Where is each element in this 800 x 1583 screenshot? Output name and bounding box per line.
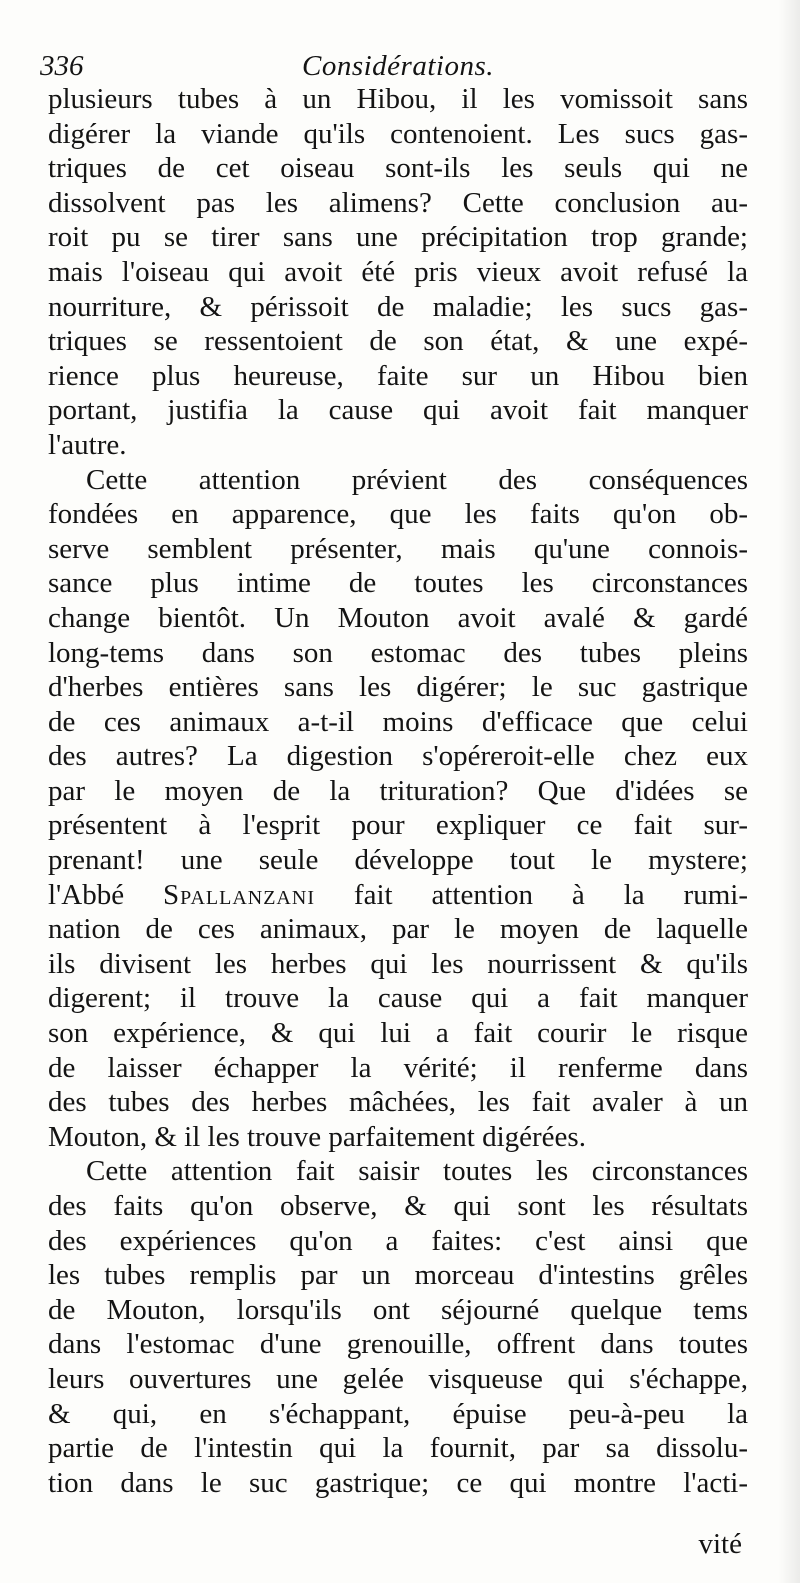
author-name: Spallanzani (163, 878, 315, 911)
text-line: Cette attention fait saisir toutes les circonstances (86, 1155, 748, 1188)
text-line: ils divisent les herbes qui les nourrissent & qu'ils (48, 947, 748, 980)
text-line: dans l'estomac d'une grenouille, offrent dans toutes (48, 1328, 748, 1361)
text-line: roit pu se tirer sans une précipitation trop grande; (48, 221, 748, 254)
text-line: de ces animaux a-t-il moins d'efficace que celui (48, 705, 748, 738)
text-line: par le moyen de la trituration? Que d'idées se (48, 774, 748, 807)
text-line: de Mouton, lorsqu'ils ont séjourné quelque tems (48, 1293, 748, 1326)
text-line: serve semblent présenter, mais qu'une connois- (48, 532, 748, 565)
catchword: vité (698, 1528, 742, 1560)
page-gutter-shadow (778, 0, 800, 1583)
text-line: son expérience, & qui lui a fait courir le risque (48, 1017, 748, 1050)
text-line: rience plus heureuse, faite sur un Hibou bien (48, 359, 748, 392)
text-line: long-tems dans son estomac des tubes pleins (48, 636, 748, 669)
text-line: l'autre. (48, 428, 127, 461)
text-line: change bientôt. Un Mouton avoit avalé & gardé (48, 601, 748, 634)
text-line: sance plus intime de toutes les circonstances (48, 567, 748, 600)
text-line: portant, justifia la cause qui avoit fait manquer (48, 394, 748, 427)
body-text (48, 82, 748, 1500)
text-line: partie de l'intestin qui la fournit, par sa dissolu- (48, 1432, 748, 1465)
text-line: triques se ressentoient de son état, & une expé- (48, 325, 748, 358)
text-line: des expériences qu'on a faites: c'est ainsi que (48, 1224, 748, 1257)
text-line: de laisser échapper la vérité; il renferme dans (48, 1051, 748, 1084)
text-line: fondées en apparence, que les faits qu'on ob- (48, 498, 748, 531)
text-line: leurs ouvertures une gelée visqueuse qui s'échappe, (48, 1362, 748, 1395)
text-line: présentent à l'esprit pour expliquer ce fait sur- (48, 809, 748, 842)
text-line: Mouton, & il les trouve parfaitement digérées. (48, 1120, 586, 1153)
text-line: dissolvent pas les alimens? Cette conclusion au- (48, 186, 748, 219)
text-line: des autres? La digestion s'opéreroit-elle chez eux (48, 740, 748, 773)
text-line: nourriture, & périssoit de maladie; les sucs gas- (48, 290, 748, 323)
page-number: 336 (40, 50, 84, 82)
text-line: digérer la viande qu'ils contenoient. Les sucs gas- (48, 117, 748, 150)
text-line: d'herbes entières sans les digérer; le suc gastrique (48, 671, 748, 704)
text-line: des tubes des herbes mâchées, les fait avaler à un (48, 1086, 748, 1119)
text-line: digerent; il trouve la cause qui a fait manquer (48, 982, 748, 1015)
page-header (40, 46, 760, 86)
text-line: prenant! une seule développe tout le mystere; (48, 844, 748, 877)
text-line: nation de ces animaux, par le moyen de laquelle (48, 913, 748, 946)
text-line: tion dans le suc gastrique; ce qui montre l'acti- (48, 1466, 748, 1499)
text-line: mais l'oiseau qui avoit été pris vieux avoit refusé la (48, 255, 748, 288)
text-line: des faits qu'on observe, & qui sont les résultats (48, 1190, 748, 1222)
text-line: & qui, en s'échappant, épuise peu-à-peu la (48, 1397, 748, 1430)
running-title: Considérations. (302, 50, 494, 82)
text-line: les tubes remplis par un morceau d'intestins grêles (48, 1259, 748, 1292)
text-line: plusieurs tubes à un Hibou, il les vomissoit sans (48, 83, 748, 115)
text-line: triques de cet oiseau sont-ils les seuls qui ne (48, 152, 748, 185)
text-line: Cette attention prévient des conséquences (86, 463, 748, 496)
text-line: l'Abbé Spallanzani fait attention à la rumi- (48, 878, 748, 911)
